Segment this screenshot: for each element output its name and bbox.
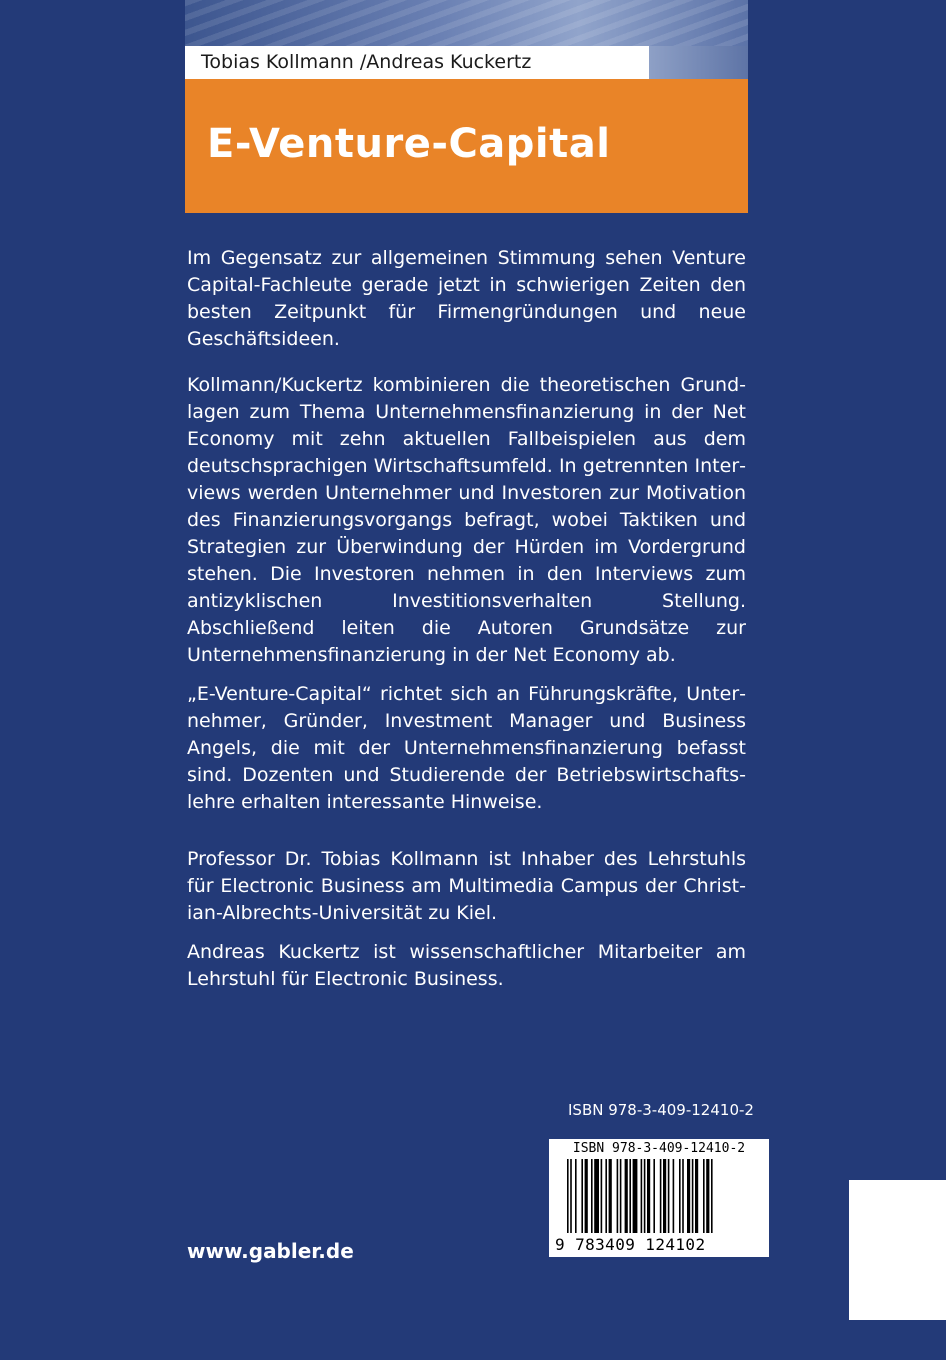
- book-title: E-Venture-Capital: [207, 121, 611, 167]
- barcode-bar: [601, 1159, 603, 1233]
- isbn-label: ISBN 978-3-409-12410-2: [568, 1101, 754, 1119]
- barcode-bar: [682, 1159, 684, 1233]
- description-paragraph: „E-Venture-Capital“ richtet sich an Führungskräfte, Unternehmer, Gründer, Investment Manager und Business Angels, die mit der Unternehmensfinanzierung befasst sind. Dozenten und Studierende der Betriebswirtschaftslehre erhalten interessante Hinweise.: [187, 683, 746, 813]
- author-bio-paragraph: Professor Dr. Tobias Kollmann ist Inhaber des Lehrstuhls für Electronic Business am Multimedia Campus der Christian-Albrechts-Universität zu Kiel.: [187, 848, 746, 924]
- barcode-bar: [629, 1159, 631, 1233]
- barcode-bar: [570, 1159, 572, 1233]
- barcode-bar: [687, 1159, 690, 1233]
- barcode-bar: [663, 1159, 666, 1233]
- barcode-bar: [673, 1159, 675, 1233]
- author-bio-paragraph: Andreas Kuckertz ist wissenschaftlicher Mitarbeiter am Lehrstuhl für Electronic Business.: [187, 941, 746, 990]
- barcode-bar: [581, 1159, 583, 1233]
- barcode-bar: [605, 1159, 607, 1233]
- barcode-bar: [594, 1159, 599, 1233]
- authors-band: Tobias Kollmann /Andreas Kuckertz: [185, 46, 649, 79]
- barcode-bar: [660, 1159, 662, 1233]
- barcode-bar: [609, 1159, 612, 1233]
- barcode: [549, 1139, 769, 1257]
- barcode-bar: [591, 1159, 593, 1233]
- barcode-bar: [641, 1159, 643, 1233]
- barcode-bar: [617, 1159, 619, 1233]
- description-paragraph: Im Gegensatz zur allgemeinen Stimmung sehen Venture Capital-Fachleute gerade jetzt in schwierigen Zeiten den besten Zeitpunkt für Firmengründungen und neue Geschäftsideen.: [187, 247, 746, 350]
- barcode-bar: [692, 1159, 694, 1233]
- publisher-website: www.gabler.de: [187, 1239, 354, 1263]
- barcode-bar: [567, 1159, 569, 1233]
- barcode-digits: 9 783409 124102: [555, 1235, 706, 1254]
- barcode-bar: [668, 1159, 670, 1233]
- barcode-bar: [647, 1159, 650, 1233]
- barcode-bar: [633, 1159, 638, 1233]
- barcode-bar: [695, 1159, 698, 1233]
- description-paragraph: Kollmann/Kuckertz kombinieren die theoretischen Grundlagen zum Thema Unternehmensfinanzierung in der Net Economy mit zehn aktuellen Fallbeispielen aus dem deutschsprachigen Wirtschaftsumfeld. In getrennten Interviews werden Unternehmer und Investoren zur Motivation des Finanzierungsvorgangs befragt, wobei Taktiken und Strategien zur Überwindung der Hürden im Vordergrund stehen. Die Investoren nehmen in den Interviews zum antizyklischen Investitionsverhalten Stellung. Abschließend leiten die Autoren Grundsätze zur Unternehmensfinanzierung in der Net Economy ab.: [187, 374, 746, 666]
- barcode-bar: [644, 1159, 646, 1233]
- barcode-bar: [620, 1159, 622, 1233]
- barcode-bar: [711, 1159, 713, 1233]
- cover-top-image: [185, 0, 748, 46]
- barcode-bar: [679, 1159, 681, 1233]
- barcode-bar: [706, 1159, 709, 1233]
- cover-top-image-strip: [649, 46, 748, 79]
- barcode-bar: [585, 1159, 588, 1233]
- title-box: [185, 79, 748, 213]
- barcode-isbn-text: ISBN 978-3-409-12410-2: [572, 1141, 746, 1156]
- price-sticker-area: [849, 1180, 946, 1320]
- barcode-bar: [703, 1159, 705, 1233]
- barcode-bar: [575, 1159, 577, 1233]
- barcode-bar: [653, 1159, 655, 1233]
- barcode-bar: [625, 1159, 628, 1233]
